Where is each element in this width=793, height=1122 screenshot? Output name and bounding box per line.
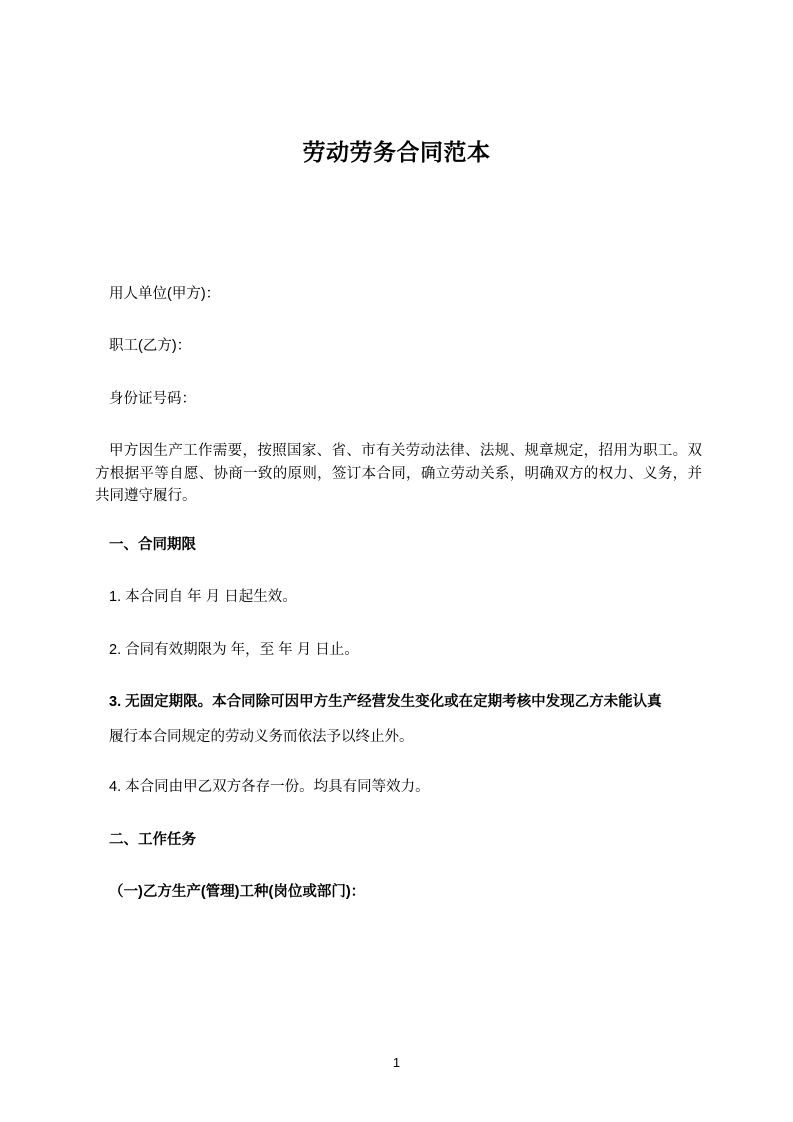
- paragraph-preamble: 甲方因生产工作需要，按照国家、省、市有关劳动法律、法规、规章规定，招用为职工。双方根据平等自愿、协商一致的原则，签订本合同，确立劳动关系，明确双方的权力、义务，并共同遵守履行。: [95, 443, 702, 505]
- page-number: 1: [392, 1055, 401, 1070]
- page-title: 劳动劳务合同范本: [302, 139, 491, 165]
- heading-section-1: 一、合同期限: [109, 536, 196, 553]
- paragraph-clause-1-3: 3. 无固定期限。本合同除可因甲方生产经营发生变化或在定期考核中发现乙方未能认真: [109, 694, 662, 711]
- heading-section-2: 二、工作任务: [109, 831, 196, 848]
- paragraph-clause-1-2: 2. 合同有效期限为 年，至 年 月 日止。: [109, 641, 359, 658]
- paragraph-clause-1-3-continuation: 履行本合同规定的劳动义务而依法予以终止外。: [109, 728, 414, 745]
- paragraph-employer-line: 用人单位(甲方)：: [109, 286, 221, 302]
- paragraph-id-number-line: 身份证号码：: [109, 390, 196, 407]
- paragraph-employee-line: 职工(乙方)：: [109, 338, 192, 355]
- paragraph-clause-1-1: 1. 本合同自 年 月 日起生效。: [109, 589, 297, 606]
- document-body: [95, 283, 702, 934]
- paragraph-clause-1-4: 4. 本合同由甲乙双方各存一份。均具有同等效力。: [109, 779, 430, 796]
- paragraph-clause-2-1: （一)乙方生产(管理)工种(岗位或部门)：: [109, 884, 366, 901]
